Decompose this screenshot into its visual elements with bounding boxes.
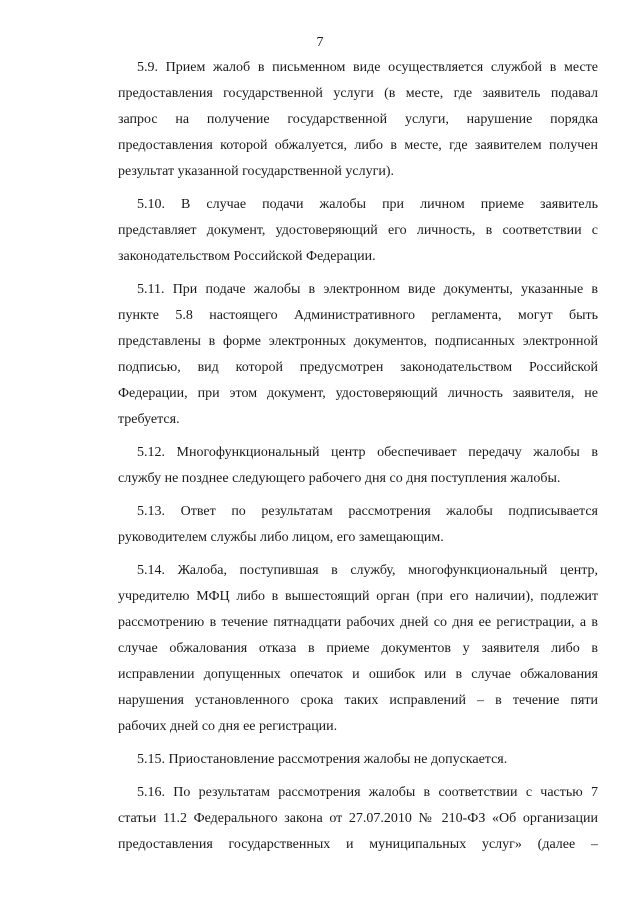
paragraph-p5-16 — [118, 780, 598, 858]
paragraph-p5-12 — [118, 440, 598, 492]
page-number: 7 — [316, 35, 324, 50]
paragraph-p5-13 — [118, 499, 598, 551]
text-line: подписью, вид которой предусмотрен законодательством Российской — [118, 360, 598, 375]
paragraph-p5-11 — [118, 277, 598, 433]
text-line: 5.13. Ответ по результатам рассмотрения жалобы подписывается — [137, 504, 598, 519]
text-line: предоставления государственной услуги (в месте, где заявитель подавал — [118, 86, 598, 101]
text-line: законодательством Российской Федерации. — [118, 249, 376, 264]
text-line: предоставления которой обжалуется, либо в месте, где заявителем получен — [118, 138, 598, 153]
text-line: нарушения установленного срока таких исправлений – в течение пяти — [118, 693, 598, 708]
text-line: 5.9. Прием жалоб в письменном виде осуществляется службой в месте — [137, 60, 598, 75]
text-line: пункте 5.8 настоящего Административного регламента, могут быть — [118, 308, 598, 323]
paragraph-p5-10 — [118, 192, 598, 270]
text-line: учредителю МФЦ либо в вышестоящий орган (при его наличии), подлежит — [118, 589, 598, 604]
paragraph-gap — [118, 185, 598, 192]
text-line: предоставления государственных и муниципальных услуг» (далее – — [118, 837, 598, 852]
text-line: статьи 11.2 Федерального закона от 27.07.2010 № 210-ФЗ «Об организации — [118, 811, 598, 826]
text-line: 5.12. Многофункциональный центр обеспечивает передачу жалобы в — [137, 445, 598, 460]
text-line: представляет документ, удостоверяющий его личность, в соответствии с — [118, 223, 598, 238]
text-line: рассмотрению в течение пятнадцати рабочих дней со дня ее регистрации, а в — [118, 615, 598, 630]
text-line: руководителем службы либо лицом, его замещающим. — [118, 530, 444, 545]
text-line: 5.16. По результатам рассмотрения жалобы в соответствии с частью 7 — [137, 785, 598, 800]
text-line: 5.15. Приостановление рассмотрения жалобы не допускается. — [137, 752, 508, 767]
text-line: рабочих дней со дня ее регистрации. — [118, 719, 338, 734]
paragraph-gap — [118, 270, 598, 277]
text-line: службу не позднее следующего рабочего дня со дня поступления жалобы. — [118, 471, 561, 486]
document-body — [118, 55, 598, 858]
paragraph-gap — [118, 492, 598, 499]
text-line: представлены в форме электронных документов, подписанных электронной — [118, 334, 598, 349]
text-line: запрос на получение государственной услуги, нарушение порядка — [118, 112, 598, 127]
text-line: требуется. — [118, 412, 180, 427]
paragraph-gap — [118, 773, 598, 780]
paragraph-p5-15 — [118, 747, 598, 773]
paragraph-gap — [118, 551, 598, 558]
paragraph-p5-9 — [118, 55, 598, 185]
paragraph-p5-14 — [118, 558, 598, 740]
text-line: случае обжалования отказа в приеме документов у заявителя либо в — [118, 641, 598, 656]
text-line: результат указанной государственной услуги). — [118, 164, 395, 179]
text-line: 5.11. При подаче жалобы в электронном виде документы, указанные в — [137, 282, 598, 297]
text-line: Федерации, при этом документ, удостоверяющий личность заявителя, не — [118, 386, 598, 401]
paragraph-gap — [118, 740, 598, 747]
text-line: 5.10. В случае подачи жалобы при личном приеме заявитель — [137, 197, 598, 212]
text-line: исправлении допущенных опечаток и ошибок или в случае обжалования — [118, 667, 598, 682]
paragraph-gap — [118, 433, 598, 440]
text-line: 5.14. Жалоба, поступившая в службу, многофункциональный центр, — [137, 563, 598, 578]
